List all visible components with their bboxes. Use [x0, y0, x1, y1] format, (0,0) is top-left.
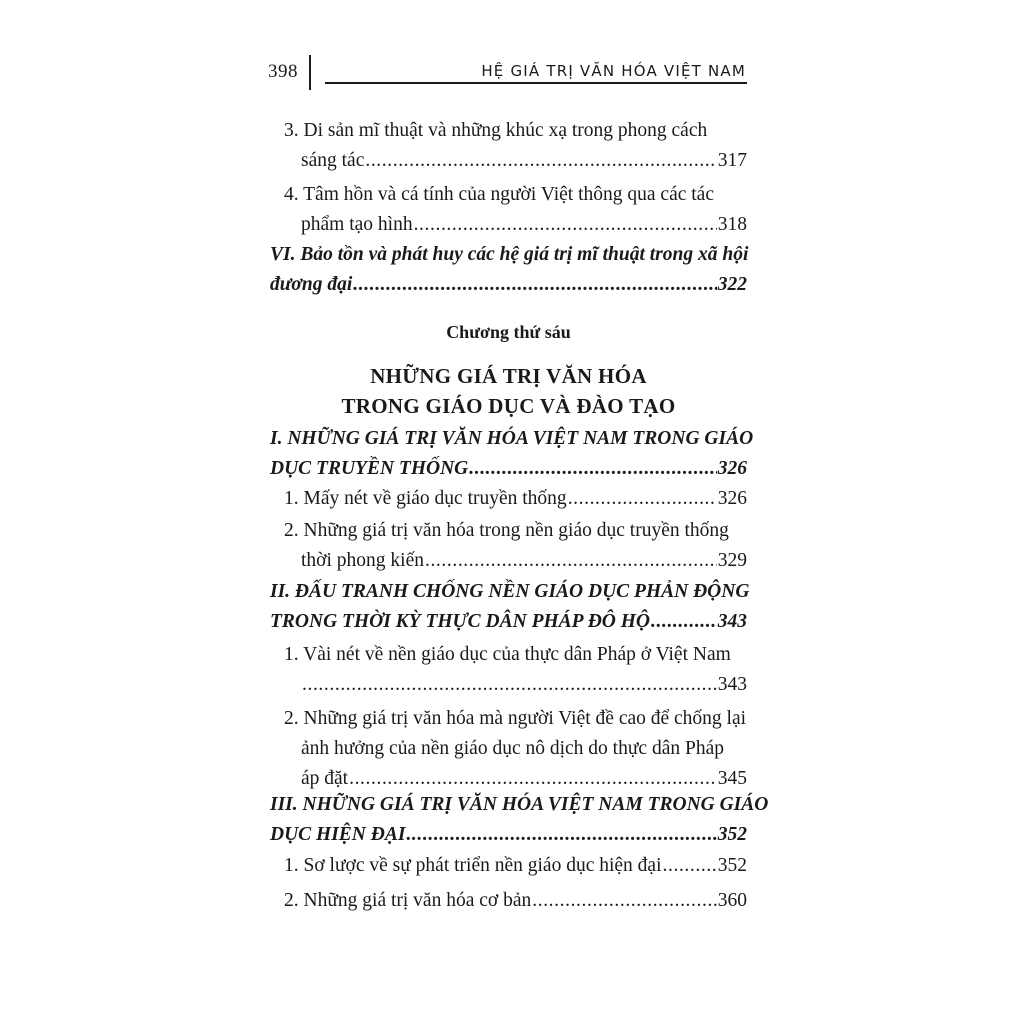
toc-section-entry[interactable] [270, 424, 754, 484]
toc-page-number: 322 [717, 274, 747, 295]
toc-page-number: 352 [717, 855, 747, 876]
toc-page-number: 318 [717, 214, 747, 235]
toc-entry-text: DỤC TRUYỀN THỐNG [270, 458, 469, 479]
toc-entry-text: sáng tác [301, 150, 365, 171]
toc-page-number: 317 [717, 150, 747, 171]
toc-entry[interactable] [270, 516, 747, 576]
toc-entry-text: TRONG THỜI KỲ THỰC DÂN PHÁP ĐÔ HỘ [270, 611, 651, 632]
toc-page-number: 352 [717, 824, 747, 845]
toc-section-entry[interactable] [270, 240, 747, 300]
toc-entry-text: 1. Sơ lược về sự phát triển nền giáo dục hiện đại [284, 855, 662, 876]
toc-entry-text: II. ĐẤU TRANH CHỐNG NỀN GIÁO DỤC PHẢN ĐỘNG [270, 581, 750, 602]
toc-entry[interactable] [270, 484, 747, 514]
leader-dots [663, 851, 717, 881]
chapter-title-line: NHỮNG GIÁ TRỊ VĂN HÓA [370, 364, 647, 388]
toc-entry-text: VI. Bảo tồn và phát huy các hệ giá trị mĩ thuật trong xã hội [270, 244, 749, 265]
toc-section-entry[interactable] [270, 790, 769, 850]
toc-page-number: 345 [717, 768, 747, 789]
toc-entry-text: 2. Những giá trị văn hóa cơ bản [284, 890, 532, 911]
toc-entry-text: thời phong kiến [301, 550, 424, 571]
toc-entry-text: III. NHỮNG GIÁ TRỊ VĂN HÓA VIỆT NAM TRONG GIÁO [270, 794, 769, 815]
running-title: HỆ GIÁ TRỊ VĂN HÓA VIỆT NAM [481, 62, 746, 80]
toc-page-number: 326 [717, 458, 747, 479]
toc-entry-text: 3. Di sản mĩ thuật và những khúc xạ trong phong cách [284, 120, 708, 141]
toc-entry-text: đương đại [270, 274, 353, 295]
leader-dots [302, 670, 717, 700]
toc-entry-text: ảnh hưởng của nền giáo dục nô dịch do thực dân Pháp [301, 738, 724, 759]
toc-entry-text: phẩm tạo hình [301, 214, 413, 235]
toc-page-number: 343 [717, 611, 747, 632]
header-rule [325, 82, 747, 84]
leader-dots [414, 210, 717, 240]
chapter-label: Chương thứ sáu [446, 322, 571, 342]
toc-entry-text: DỤC HIỆN ĐẠI [270, 824, 406, 845]
page-number: 398 [268, 61, 298, 82]
toc-page-number: 326 [717, 488, 747, 509]
toc-page-number: 360 [717, 890, 747, 911]
toc-page-number: 329 [717, 550, 747, 571]
leader-dots [353, 270, 716, 300]
toc-entry-text: 4. Tâm hồn và cá tính của người Việt thông qua các tác [284, 184, 714, 205]
toc-entry[interactable] [270, 886, 747, 916]
chapter-title [270, 361, 747, 421]
leader-dots [532, 886, 717, 916]
toc-page-number: 343 [717, 674, 747, 695]
toc-entry[interactable] [270, 116, 747, 176]
leader-dots [651, 607, 717, 637]
leader-dots [365, 146, 716, 176]
toc-entry[interactable] [270, 704, 747, 794]
header-divider-vertical [309, 55, 311, 90]
leader-dots [469, 454, 717, 484]
toc-entry-text: 1. Vài nét về nền giáo dục của thực dân Pháp ở Việt Nam [284, 644, 731, 665]
toc-entry-text: áp đặt [301, 768, 349, 789]
chapter-title-line: TRONG GIÁO DỤC VÀ ĐÀO TẠO [341, 394, 676, 418]
toc-entry-text: 1. Mấy nét về giáo dục truyền thống [284, 488, 567, 509]
toc-entry[interactable] [270, 851, 747, 881]
toc-section-entry[interactable] [270, 577, 750, 637]
leader-dots [406, 820, 716, 850]
toc-entry[interactable] [270, 640, 747, 700]
leader-dots [425, 546, 717, 576]
toc-entry-text: 2. Những giá trị văn hóa trong nền giáo dục truyền thống [284, 520, 729, 541]
leader-dots [568, 484, 717, 514]
toc-entry-text: I. NHỮNG GIÁ TRỊ VĂN HÓA VIỆT NAM TRONG GIÁO [270, 428, 754, 449]
toc-entry-text: 2. Những giá trị văn hóa mà người Việt đề cao để chống lại [284, 708, 747, 729]
toc-entry[interactable] [270, 180, 747, 240]
